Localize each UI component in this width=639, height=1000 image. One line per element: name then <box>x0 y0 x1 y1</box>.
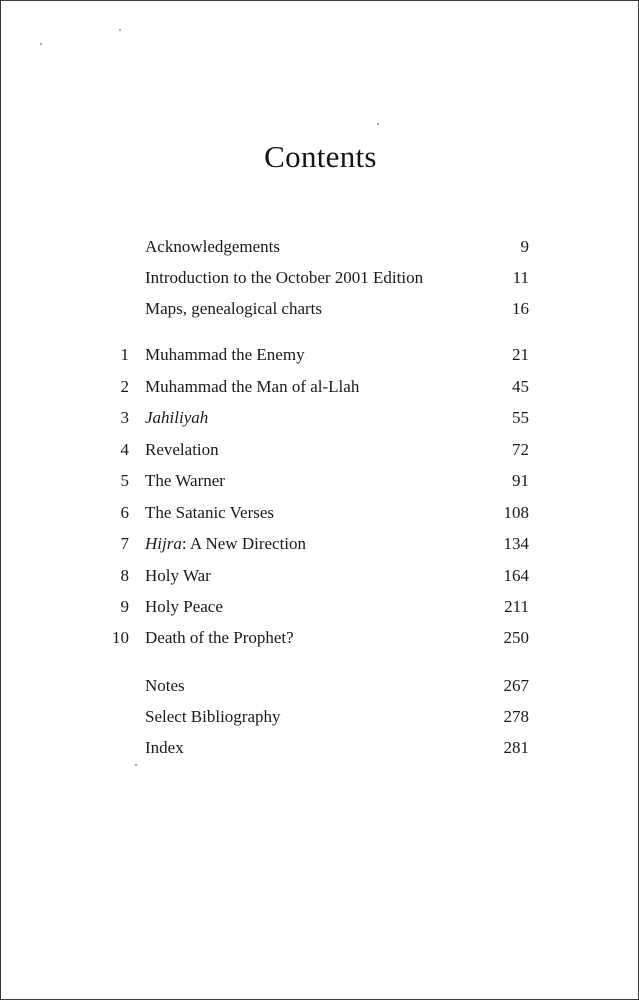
chapter-title <box>145 408 208 428</box>
toc-entry-page: 281 <box>503 738 529 757</box>
chapter-title <box>145 628 294 648</box>
chapter-title <box>145 534 306 554</box>
chapter-number: 6 <box>120 503 129 522</box>
chapter-title <box>145 503 274 523</box>
toc-entry-introduction[interactable] <box>1 268 639 292</box>
toc-entry-title: Select Bibliography <box>145 707 281 726</box>
chapter-title-text: The Warner <box>145 471 225 490</box>
chapter-title <box>145 377 359 397</box>
chapter-title <box>145 471 225 491</box>
toc-chapter-10[interactable] <box>1 628 639 652</box>
toc-entry-title: Introduction to the October 2001 Edition <box>145 268 424 287</box>
toc-entry-page: 278 <box>503 707 529 726</box>
chapter-page: 91 <box>512 471 529 490</box>
chapter-page: 72 <box>512 440 529 459</box>
toc-chapter-7[interactable] <box>1 534 639 558</box>
toc-entry-title: Acknowledgements <box>145 237 281 256</box>
chapter-number: 1 <box>120 345 129 364</box>
toc-entry-page: 16 <box>512 299 529 318</box>
chapter-number: 9 <box>120 597 129 616</box>
chapter-title-text: Muhammad the Enemy <box>145 345 305 364</box>
chapter-number: 2 <box>120 377 129 396</box>
toc-entry-bibliography[interactable] <box>1 707 639 731</box>
toc-chapter-2[interactable] <box>1 377 639 401</box>
toc-chapter-8[interactable] <box>1 566 639 590</box>
toc-entry-acknowledgements[interactable] <box>1 237 639 261</box>
chapter-title <box>145 566 211 586</box>
chapter-number: 8 <box>120 566 129 585</box>
paper-speck <box>377 123 379 125</box>
toc-chapter-3[interactable] <box>1 408 639 432</box>
paper-speck <box>40 43 42 45</box>
chapter-page: 55 <box>512 408 529 427</box>
toc-entry-page: 11 <box>512 268 529 287</box>
toc-entry-title: Notes <box>145 676 185 695</box>
toc-entry-title: Index <box>145 738 184 757</box>
chapter-title <box>145 440 219 460</box>
toc-entry-title: Maps, genealogical charts <box>145 299 323 318</box>
chapter-title-italic: Hijra <box>145 534 182 553</box>
toc-entry-maps[interactable] <box>1 299 639 323</box>
chapter-page: 211 <box>504 597 529 616</box>
chapter-page: 45 <box>512 377 529 396</box>
chapter-page: 250 <box>503 628 529 647</box>
paper-speck <box>119 29 121 31</box>
chapter-title-text: Muhammad the Man of al-Llah <box>145 377 360 396</box>
toc-entry-page: 267 <box>503 676 529 695</box>
chapter-title-text: Revelation <box>145 440 219 459</box>
chapter-page: 164 <box>503 566 529 585</box>
toc-chapter-9[interactable] <box>1 597 639 621</box>
toc-chapter-6[interactable] <box>1 503 639 527</box>
toc-chapter-4[interactable] <box>1 440 639 464</box>
toc-chapter-1[interactable] <box>1 345 639 369</box>
chapter-title-text: Holy War <box>145 566 211 585</box>
chapter-page: 108 <box>503 503 529 522</box>
toc-entry-page: 9 <box>520 237 529 256</box>
chapter-page: 134 <box>503 534 529 553</box>
chapter-title-text: : A New Direction <box>181 534 307 553</box>
toc-chapter-5[interactable] <box>1 471 639 495</box>
chapter-title-italic: Jahiliyah <box>145 408 209 427</box>
chapter-title-text: The Satanic Verses <box>145 503 275 522</box>
chapter-title-text: Holy Peace <box>145 597 223 616</box>
chapter-number: 5 <box>120 471 129 490</box>
chapter-number: 7 <box>120 534 129 553</box>
contents-heading: Contents <box>264 139 377 174</box>
chapter-title-text: Death of the Prophet? <box>145 628 294 647</box>
chapter-number: 3 <box>120 408 129 427</box>
paper-speck <box>135 764 137 766</box>
chapter-page: 21 <box>512 345 529 364</box>
toc-entry-index[interactable] <box>1 738 639 762</box>
chapter-number: 4 <box>120 440 129 459</box>
chapter-number: 10 <box>112 628 129 647</box>
chapter-title <box>145 345 305 365</box>
toc-entry-notes[interactable] <box>1 676 639 700</box>
chapter-title <box>145 597 223 617</box>
